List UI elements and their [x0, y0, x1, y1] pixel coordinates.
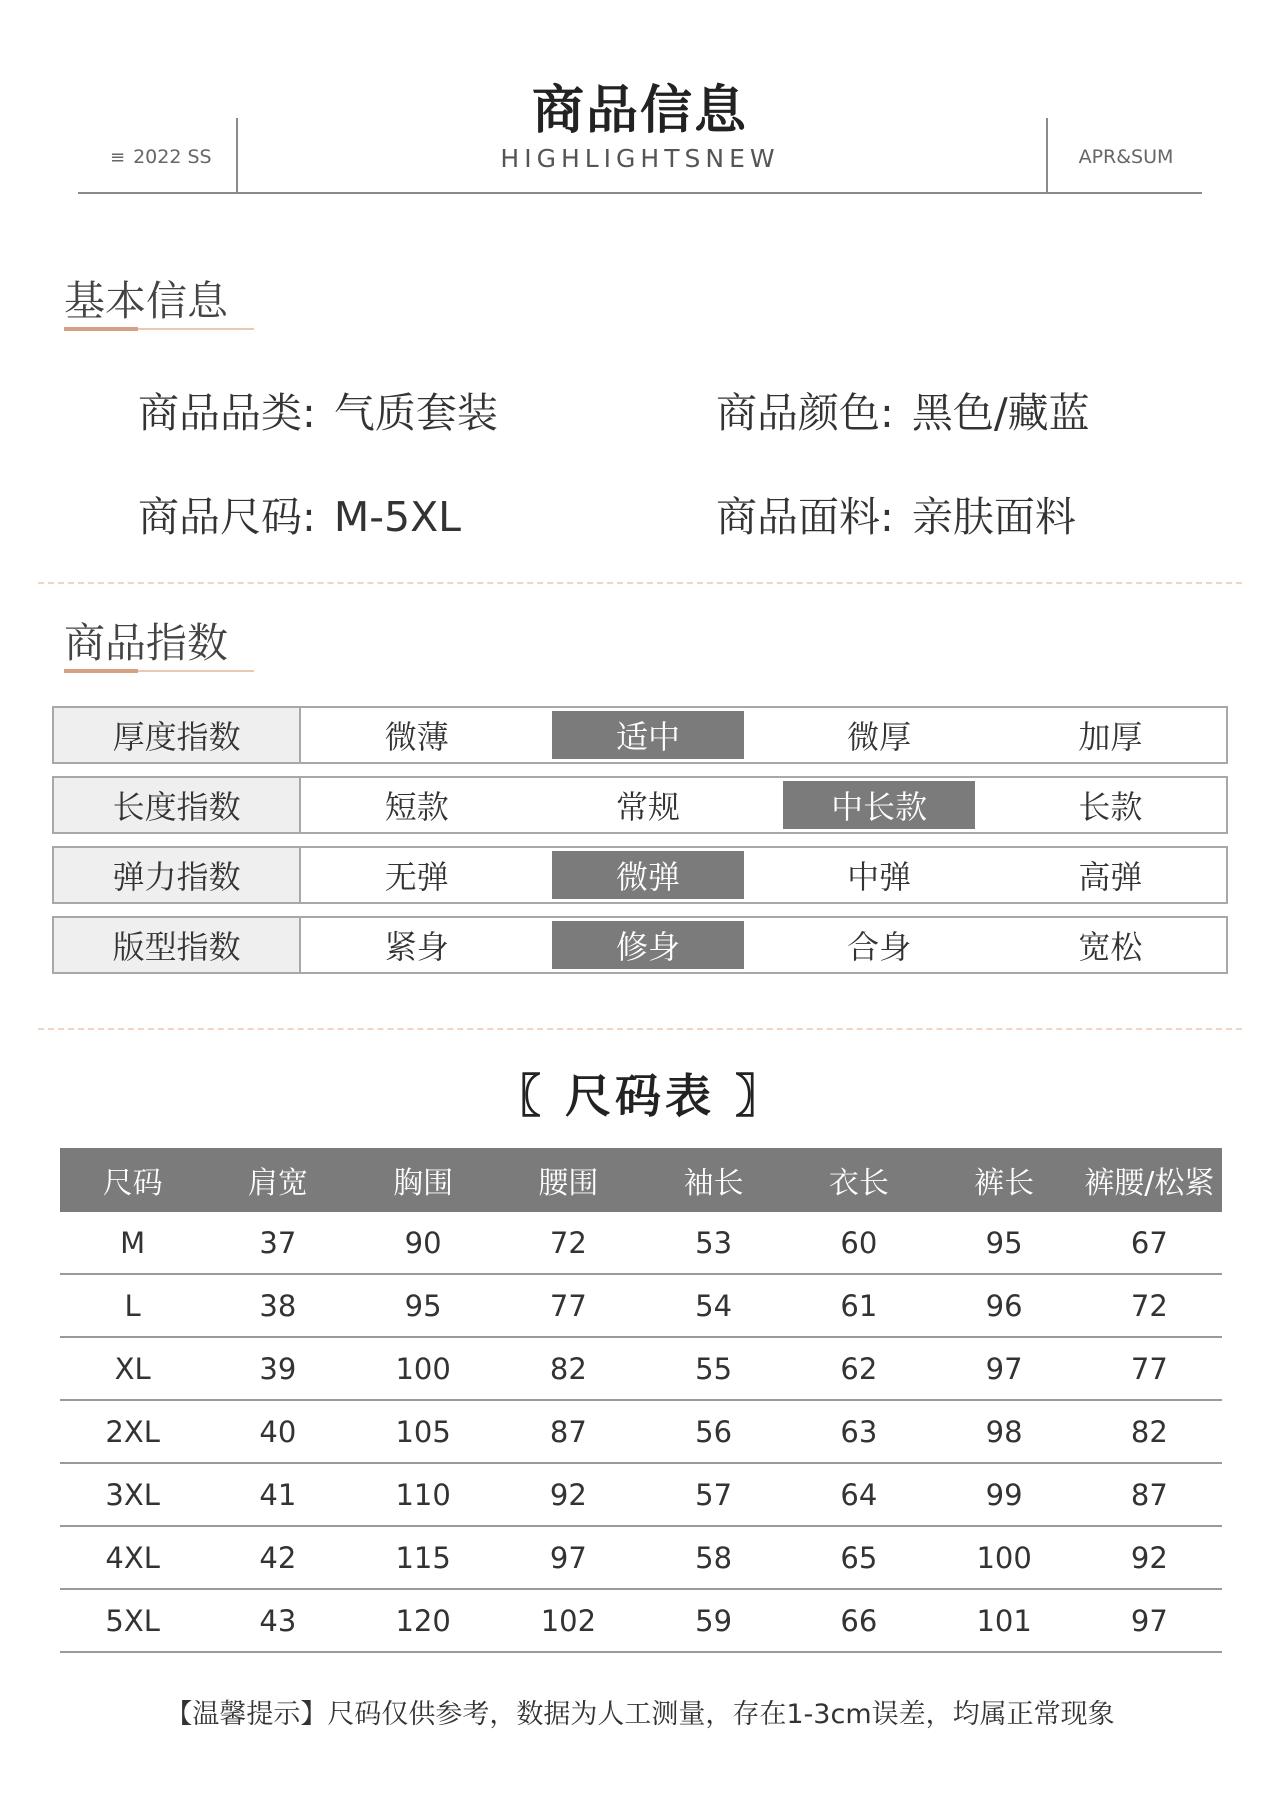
table-cell: 82: [1077, 1400, 1222, 1463]
index-heading: 商品指数: [64, 619, 228, 667]
table-cell: 54: [641, 1274, 786, 1337]
index-option: 加厚: [1078, 718, 1143, 756]
size-tip: 【温馨提示】尺码仅供参考，数据为人工测量，存在1-3cm误差，均属正常现象: [165, 1699, 1115, 1730]
menu-icon: ≡: [110, 147, 126, 168]
section-divider: [38, 582, 1242, 584]
table-cell: 95: [351, 1274, 496, 1337]
table-cell: 87: [1077, 1463, 1222, 1526]
info-color: 商品颜色: 黑色/藏蓝: [716, 389, 1090, 437]
size-column-header: 尺码: [60, 1148, 205, 1212]
index-option: 高弹: [1078, 858, 1143, 896]
table-cell: 100: [932, 1526, 1077, 1589]
table-row: [60, 1589, 1222, 1652]
table-cell: 97: [1077, 1589, 1222, 1652]
info-category: 商品品类: 气质套装: [138, 389, 498, 437]
table-cell: 56: [641, 1400, 786, 1463]
table-cell: 95: [932, 1212, 1077, 1274]
basic-info-heading: 基本信息: [64, 277, 228, 325]
table-cell: XL: [60, 1337, 205, 1400]
table-cell: 92: [496, 1463, 641, 1526]
index-option: 长款: [1078, 788, 1143, 826]
table-cell: 77: [1077, 1337, 1222, 1400]
index-option: 中弹: [847, 858, 912, 896]
table-row: [60, 1212, 1222, 1274]
table-cell: 110: [351, 1463, 496, 1526]
table-cell: 72: [1077, 1274, 1222, 1337]
header-date: APR&SUM: [1078, 146, 1174, 168]
info-value: 亲肤面料: [911, 493, 1076, 541]
table-cell: 63: [786, 1400, 931, 1463]
table-cell: 92: [1077, 1526, 1222, 1589]
info-label: 商品面料: [716, 493, 880, 541]
table-cell: 97: [932, 1337, 1077, 1400]
table-cell: L: [60, 1274, 205, 1337]
size-column-header: 衣长: [786, 1148, 931, 1212]
info-label: 商品颜色: [716, 389, 880, 437]
table-cell: 41: [205, 1463, 350, 1526]
table-cell: 115: [351, 1526, 496, 1589]
table-cell: 37: [205, 1212, 350, 1274]
size-column-header: 裤长: [932, 1148, 1077, 1212]
table-cell: 42: [205, 1526, 350, 1589]
table-cell: 39: [205, 1337, 350, 1400]
table-cell: 3XL: [60, 1463, 205, 1526]
index-option: 常规: [615, 788, 680, 826]
table-row: [60, 1526, 1222, 1589]
index-option: 微厚: [847, 718, 912, 756]
table-cell: 102: [496, 1589, 641, 1652]
table-cell: 59: [641, 1589, 786, 1652]
table-row: [60, 1337, 1222, 1400]
page-subtitle: HIGHLIGHTSNEW: [500, 144, 780, 173]
table-cell: 64: [786, 1463, 931, 1526]
index-row-label: 厚度指数: [54, 708, 301, 762]
table-cell: 4XL: [60, 1526, 205, 1589]
index-option-selected: 适中: [532, 708, 763, 762]
table-cell: 2XL: [60, 1400, 205, 1463]
table-cell: 43: [205, 1589, 350, 1652]
index-row: [52, 846, 1228, 904]
index-row-label: 弹力指数: [54, 848, 301, 902]
info-label: 商品品类: [138, 389, 302, 437]
table-cell: 65: [786, 1526, 931, 1589]
index-option: 无弹: [384, 858, 449, 896]
index-row-label: 版型指数: [54, 918, 301, 972]
info-fabric: 商品面料: 亲肤面料: [716, 493, 1076, 541]
info-size: 商品尺码: M-5XL: [138, 493, 462, 541]
info-label: 商品尺码: [138, 493, 302, 541]
size-table-header: [60, 1148, 1222, 1212]
table-cell: 40: [205, 1400, 350, 1463]
table-cell: 5XL: [60, 1589, 205, 1652]
table-cell: 100: [351, 1337, 496, 1400]
info-value: 黑色/藏蓝: [911, 389, 1090, 437]
index-underline: [64, 670, 254, 672]
table-cell: 72: [496, 1212, 641, 1274]
index-row: [52, 916, 1228, 974]
table-row: [60, 1400, 1222, 1463]
basic-info-underline: [64, 328, 254, 330]
index-row: [52, 776, 1228, 834]
table-cell: 61: [786, 1274, 931, 1337]
info-value: M-5XL: [333, 493, 462, 541]
header-rule: [78, 192, 1202, 194]
index-option: 紧身: [384, 928, 449, 966]
index-option: 短款: [384, 788, 449, 826]
index-option-selected: 微弹: [532, 848, 763, 902]
section-divider: [38, 1028, 1242, 1030]
index-row: [52, 706, 1228, 764]
table-row: [60, 1463, 1222, 1526]
table-cell: 62: [786, 1337, 931, 1400]
table-cell: 66: [786, 1589, 931, 1652]
table-cell: 87: [496, 1400, 641, 1463]
size-column-header: 胸围: [351, 1148, 496, 1212]
index-option: 微薄: [384, 718, 449, 756]
table-cell: 97: [496, 1526, 641, 1589]
index-option: 合身: [847, 928, 912, 966]
table-cell: 82: [496, 1337, 641, 1400]
table-cell: 101: [932, 1589, 1077, 1652]
table-cell: 99: [932, 1463, 1077, 1526]
table-cell: 77: [496, 1274, 641, 1337]
size-chart-title: 〖 尺码表 〗: [494, 1069, 786, 1123]
table-cell: 38: [205, 1274, 350, 1337]
table-cell: 57: [641, 1463, 786, 1526]
index-option-selected: 中长款: [764, 778, 995, 832]
size-column-header: 袖长: [641, 1148, 786, 1212]
table-row: [60, 1274, 1222, 1337]
table-cell: 67: [1077, 1212, 1222, 1274]
size-column-header: 腰围: [496, 1148, 641, 1212]
index-option-selected: 修身: [532, 918, 763, 972]
table-cell: 98: [932, 1400, 1077, 1463]
table-cell: 105: [351, 1400, 496, 1463]
size-column-header: 裤腰/松紧: [1077, 1148, 1222, 1212]
index-option: 宽松: [1078, 928, 1143, 966]
table-cell: M: [60, 1212, 205, 1274]
page-title: 商品信息: [531, 81, 748, 141]
table-cell: 55: [641, 1337, 786, 1400]
table-cell: 96: [932, 1274, 1077, 1337]
index-row-label: 长度指数: [54, 778, 301, 832]
header-season-text: 2022 SS: [133, 146, 212, 168]
info-value: 气质套装: [333, 389, 498, 437]
table-cell: 58: [641, 1526, 786, 1589]
table-cell: 120: [351, 1589, 496, 1652]
table-cell: 90: [351, 1212, 496, 1274]
size-column-header: 肩宽: [205, 1148, 350, 1212]
table-cell: 53: [641, 1212, 786, 1274]
table-cell: 60: [786, 1212, 931, 1274]
size-table: [60, 1148, 1222, 1653]
